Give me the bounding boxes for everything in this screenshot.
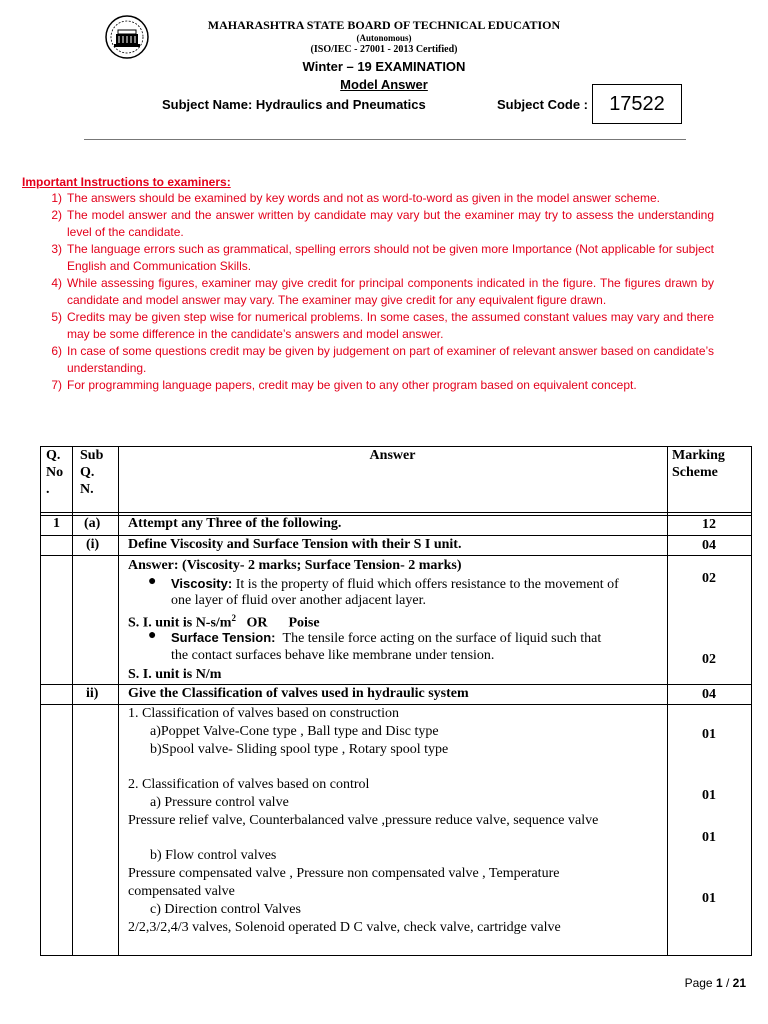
mark: 01 [702, 891, 716, 906]
col-header-answer: Answer [369, 448, 416, 463]
bullet-icon: ● [148, 574, 157, 589]
bullet-icon: ● [148, 628, 157, 643]
mark: 04 [702, 538, 716, 553]
answer-line: c) Direction control Valves [150, 902, 301, 917]
subject-code-box: 17522 [592, 84, 682, 124]
table-col-divider [72, 446, 73, 956]
instructions-list [22, 190, 714, 394]
instruction-item: 5) Credits may be given step wise for numerical problems. In some cases, the assumed constant values may vary and there may be some difference in the candidate’s answers and model answer. [51, 310, 714, 341]
instructions-title: Important Instructions to examiners: [22, 175, 231, 189]
answer-line: a) Pressure control valve [150, 795, 289, 810]
answer-heading: Answer: (Viscosity- 2 marks; Surface Tension- 2 marks) [128, 558, 462, 573]
answer-line: b) Flow control valves [150, 848, 277, 863]
instruction-item: 6) In case of some questions credit may be given by judgement on part of examiner of relevant answer based on candidate’s understanding. [51, 344, 714, 375]
exam-title: Winter – 19 EXAMINATION [302, 59, 466, 74]
col-header-sub-q: Sub Q. N. [80, 448, 104, 497]
answer-line: Pressure compensated valve , Pressure non compensated valve , Temperature [128, 866, 560, 881]
question-text: Define Viscosity and Surface Tension with their S I unit. [128, 537, 462, 552]
mark: 04 [702, 687, 716, 702]
question-number: 1 [53, 516, 60, 531]
surface-tension-definition-cont: the contact surfaces behave like membrane under tension. [171, 648, 495, 663]
iso-label: (ISO/IEC - 27001 - 2013 Certified) [310, 44, 458, 55]
answer-line: 2. Classification of valves based on control [128, 777, 370, 792]
answer-line: 1. Classification of valves based on construction [128, 706, 399, 721]
instruction-item: 7) For programming language papers, credit may be given to any other program based on equivalent concept. [51, 378, 637, 392]
question-text: Attempt any Three of the following. [128, 516, 342, 531]
answer-table [40, 446, 752, 956]
instruction-item: 3) The language errors such as grammatical, spelling errors should not be given more Importance (Not applicable for subject English and Communication Skills. [51, 242, 714, 273]
question-text: Give the Classification of valves used in hydraulic system [128, 686, 469, 701]
page-number: Page 1 / 21 [684, 976, 746, 990]
col-header-marking: Marking Scheme [672, 448, 725, 480]
autonomous-label: (Autonomous) [356, 33, 412, 43]
mark: 01 [702, 830, 716, 845]
viscosity-definition: Viscosity: It is the property of fluid which offers resistance to the movement of [171, 576, 619, 592]
table-col-divider [118, 446, 119, 956]
mark: 02 [702, 652, 716, 667]
viscosity-definition-cont: one layer of fluid over another adjacent layer. [171, 593, 426, 608]
table-border-right [751, 446, 752, 956]
answer-line: 2/2,3/2,4/3 valves, Solenoid operated D C valve, check valve, cartridge valve [128, 920, 561, 935]
table-row-divider [40, 512, 752, 513]
model-answer-title: Model Answer [340, 77, 428, 92]
mark: 12 [702, 517, 716, 532]
instruction-item: 2) The model answer and the answer written by candidate may vary but the examiner may try to assess the understanding level of the candidate. [51, 208, 714, 239]
instruction-item: 4) While assessing figures, examiner may give credit for principal components indicated in the figure. The figures drawn by candidate and model answer may vary. The examiner may give credit for any equivalent figure drawn. [51, 276, 714, 307]
header-divider [84, 139, 686, 140]
table-row-divider [40, 555, 752, 556]
sub-question: (i) [86, 537, 100, 552]
mark: 01 [702, 788, 716, 803]
answer-line: a)Poppet Valve-Cone type , Ball type and Disc type [150, 724, 439, 739]
col-header-q-no: Q. No . [46, 448, 64, 497]
mark: 01 [702, 727, 716, 742]
mark: 02 [702, 571, 716, 586]
surface-tension-unit: S. I. unit is N/m [128, 667, 222, 682]
answer-line: compensated valve [128, 884, 235, 899]
subject-code-label: Subject Code : [497, 97, 589, 112]
board-name: MAHARASHTRA STATE BOARD OF TECHNICAL EDUCATION [207, 18, 561, 32]
answer-line: Pressure relief valve, Counterbalanced valve ,pressure reduce valve, sequence valve [128, 813, 599, 828]
table-border-bottom [40, 955, 752, 956]
viscosity-unit: S. I. unit is $N-s/m^2$ OR Poise [128, 613, 320, 631]
table-border-left [40, 446, 41, 956]
answer-line: b)Spool valve- Sliding spool type , Rotary spool type [150, 742, 449, 757]
instruction-item: 1) The answers should be examined by key words and not as word-to-word as given in the model answer scheme. [51, 191, 660, 205]
sub-question: ii) [86, 686, 99, 701]
subject-name: Subject Name: Hydraulics and Pneumatics [162, 97, 426, 112]
sub-question: (a) [84, 516, 101, 531]
surface-tension-definition: Surface Tension: The tensile force acting on the surface of liquid such that [171, 630, 602, 646]
